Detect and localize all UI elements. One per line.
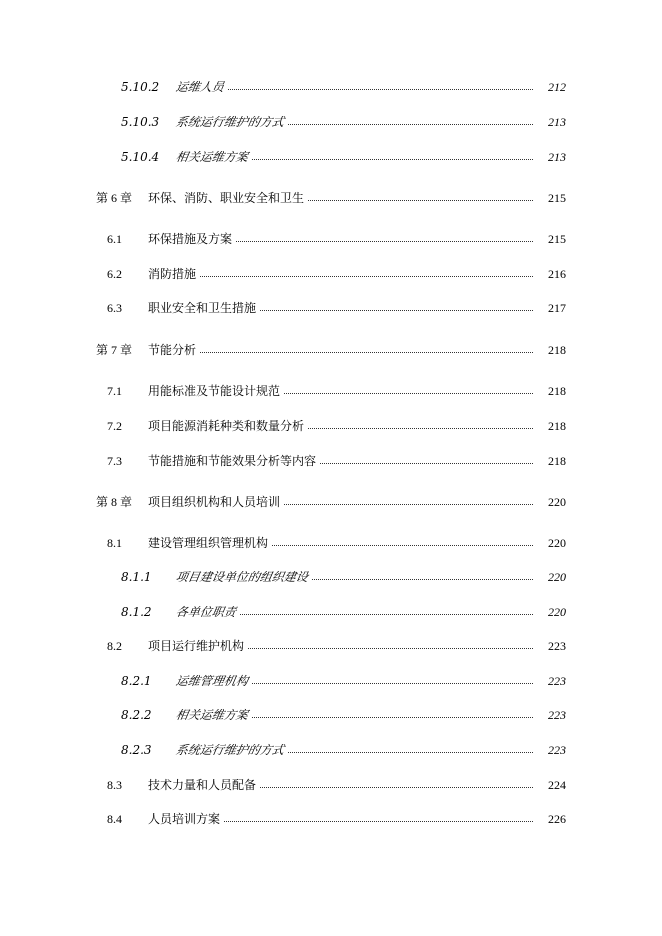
toc-entry-page: 220 — [548, 570, 566, 584]
toc-entry-number: 5.10.3 — [121, 115, 160, 129]
toc-entry[interactable] — [0, 341, 662, 359]
toc-entry[interactable] — [0, 113, 662, 131]
toc-dot-leader — [288, 741, 533, 753]
toc-entry-title: 相关运维方案 — [174, 150, 250, 164]
toc-entry-title: 消防措施 — [148, 267, 197, 281]
toc-entry-title: 相关运维方案 — [174, 708, 250, 722]
toc-entry-number: 第 8 章 — [96, 495, 133, 509]
toc-entry[interactable] — [0, 810, 662, 828]
toc-dot-leader — [288, 113, 533, 125]
toc-entry-number: 5.10.2 — [121, 80, 160, 94]
toc-dot-leader — [236, 230, 533, 242]
toc-entry-page: 220 — [548, 536, 566, 550]
toc-dot-leader — [284, 493, 533, 505]
toc-entry[interactable] — [0, 741, 662, 759]
toc-dot-leader — [240, 603, 533, 615]
toc-entry-number: 8.2.1 — [121, 674, 152, 688]
toc-entry-page: 215 — [548, 191, 566, 205]
toc-entry-number: 7.3 — [107, 454, 122, 468]
toc-dot-leader — [200, 265, 533, 277]
toc-entry-title: 项目能源消耗种类和数量分析 — [148, 419, 305, 433]
toc-entry[interactable] — [0, 637, 662, 655]
toc-entry[interactable] — [0, 417, 662, 435]
toc-entry[interactable] — [0, 568, 662, 586]
toc-entry-number: 8.1.2 — [121, 605, 152, 619]
toc-dot-leader — [200, 341, 533, 353]
toc-entry[interactable] — [0, 493, 662, 511]
toc-dot-leader — [312, 568, 533, 580]
toc-entry-title: 系统运行维护的方式 — [174, 743, 286, 757]
toc-entry-title: 项目运行维护机构 — [148, 639, 245, 653]
toc-entry-page: 223 — [548, 708, 566, 722]
toc-entry-page: 220 — [548, 605, 566, 619]
toc-entry-number: 8.2 — [107, 639, 122, 653]
toc-entry[interactable] — [0, 265, 662, 283]
toc-entry-page: 217 — [548, 301, 566, 315]
toc-entry-page: 218 — [548, 419, 566, 433]
toc-entry-number: 6.2 — [107, 267, 122, 281]
toc-dot-leader — [308, 417, 533, 429]
toc-entry-page: 216 — [548, 267, 566, 281]
toc-entry-page: 223 — [548, 639, 566, 653]
toc-entry-page: 218 — [548, 384, 566, 398]
toc-entry-number: 8.2.2 — [121, 708, 152, 722]
toc-dot-leader — [320, 452, 533, 464]
toc-entry-title: 各单位职责 — [174, 605, 238, 619]
toc-entry-title: 环保、消防、职业安全和卫生 — [148, 191, 305, 205]
toc-entry-number: 8.2.3 — [121, 743, 152, 757]
toc-entry[interactable] — [0, 706, 662, 724]
toc-entry-page: 213 — [548, 115, 566, 129]
toc-dot-leader — [272, 534, 533, 546]
toc-entry-page: 220 — [548, 495, 566, 509]
toc-entry-page: 213 — [548, 150, 566, 164]
toc-entry[interactable] — [0, 148, 662, 166]
toc-entry[interactable] — [0, 603, 662, 621]
toc-entry-number: 第 7 章 — [96, 343, 133, 357]
toc-dot-leader — [308, 189, 533, 201]
toc-entry-title: 建设管理组织管理机构 — [148, 536, 269, 550]
toc-entry-title: 运维人员 — [174, 80, 226, 94]
toc-entry-title: 职业安全和卫生措施 — [148, 301, 257, 315]
toc-entry-title: 项目组织机构和人员培训 — [148, 495, 281, 509]
toc-dot-leader — [252, 148, 533, 160]
toc-entry[interactable] — [0, 299, 662, 317]
toc-entry[interactable] — [0, 230, 662, 248]
toc-entry-title: 人员培训方案 — [148, 812, 221, 826]
toc-entry-title: 系统运行维护的方式 — [174, 115, 286, 129]
toc-entry-number: 7.1 — [107, 384, 122, 398]
toc-entry-page: 226 — [548, 812, 566, 826]
toc-entry-number: 8.4 — [107, 812, 122, 826]
toc-entry-page: 223 — [548, 743, 566, 757]
toc-entry[interactable] — [0, 78, 662, 96]
toc-entry-title: 用能标准及节能设计规范 — [148, 384, 281, 398]
toc-entry-title: 环保措施及方案 — [148, 232, 233, 246]
toc-entry[interactable] — [0, 776, 662, 794]
toc-entry-number: 8.1.1 — [121, 570, 152, 584]
toc-entry-number: 8.1 — [107, 536, 122, 550]
toc-entry-number: 5.10.4 — [121, 150, 160, 164]
toc-dot-leader — [248, 637, 533, 649]
toc-entry-number: 8.3 — [107, 778, 122, 792]
toc-entry-page: 218 — [548, 454, 566, 468]
toc-dot-leader — [252, 672, 533, 684]
toc-entry-page: 224 — [548, 778, 566, 792]
toc-dot-leader — [260, 299, 533, 311]
toc-entry[interactable] — [0, 189, 662, 207]
toc-entry[interactable] — [0, 672, 662, 690]
toc-dot-leader — [228, 78, 533, 90]
toc-entry-number: 6.1 — [107, 232, 122, 246]
toc-entry[interactable] — [0, 452, 662, 470]
toc-entry-page: 218 — [548, 343, 566, 357]
toc-entry-title: 节能措施和节能效果分析等内容 — [148, 454, 317, 468]
toc-entry-number: 第 6 章 — [96, 191, 133, 205]
toc-entry-page: 212 — [548, 80, 566, 94]
toc-entry-page: 215 — [548, 232, 566, 246]
toc-entry-number: 7.2 — [107, 419, 122, 433]
toc-dot-leader — [224, 810, 533, 822]
toc-entry-number: 6.3 — [107, 301, 122, 315]
toc-dot-leader — [260, 776, 533, 788]
toc-dot-leader — [252, 706, 533, 718]
toc-entry-title: 节能分析 — [148, 343, 197, 357]
toc-entry[interactable] — [0, 382, 662, 400]
toc-entry[interactable] — [0, 534, 662, 552]
toc-entry-page: 223 — [548, 674, 566, 688]
toc-entry-title: 运维管理机构 — [174, 674, 250, 688]
toc-dot-leader — [284, 382, 533, 394]
toc-entry-title: 技术力量和人员配备 — [148, 778, 257, 792]
toc-entry-title: 项目建设单位的组织建设 — [174, 570, 310, 584]
